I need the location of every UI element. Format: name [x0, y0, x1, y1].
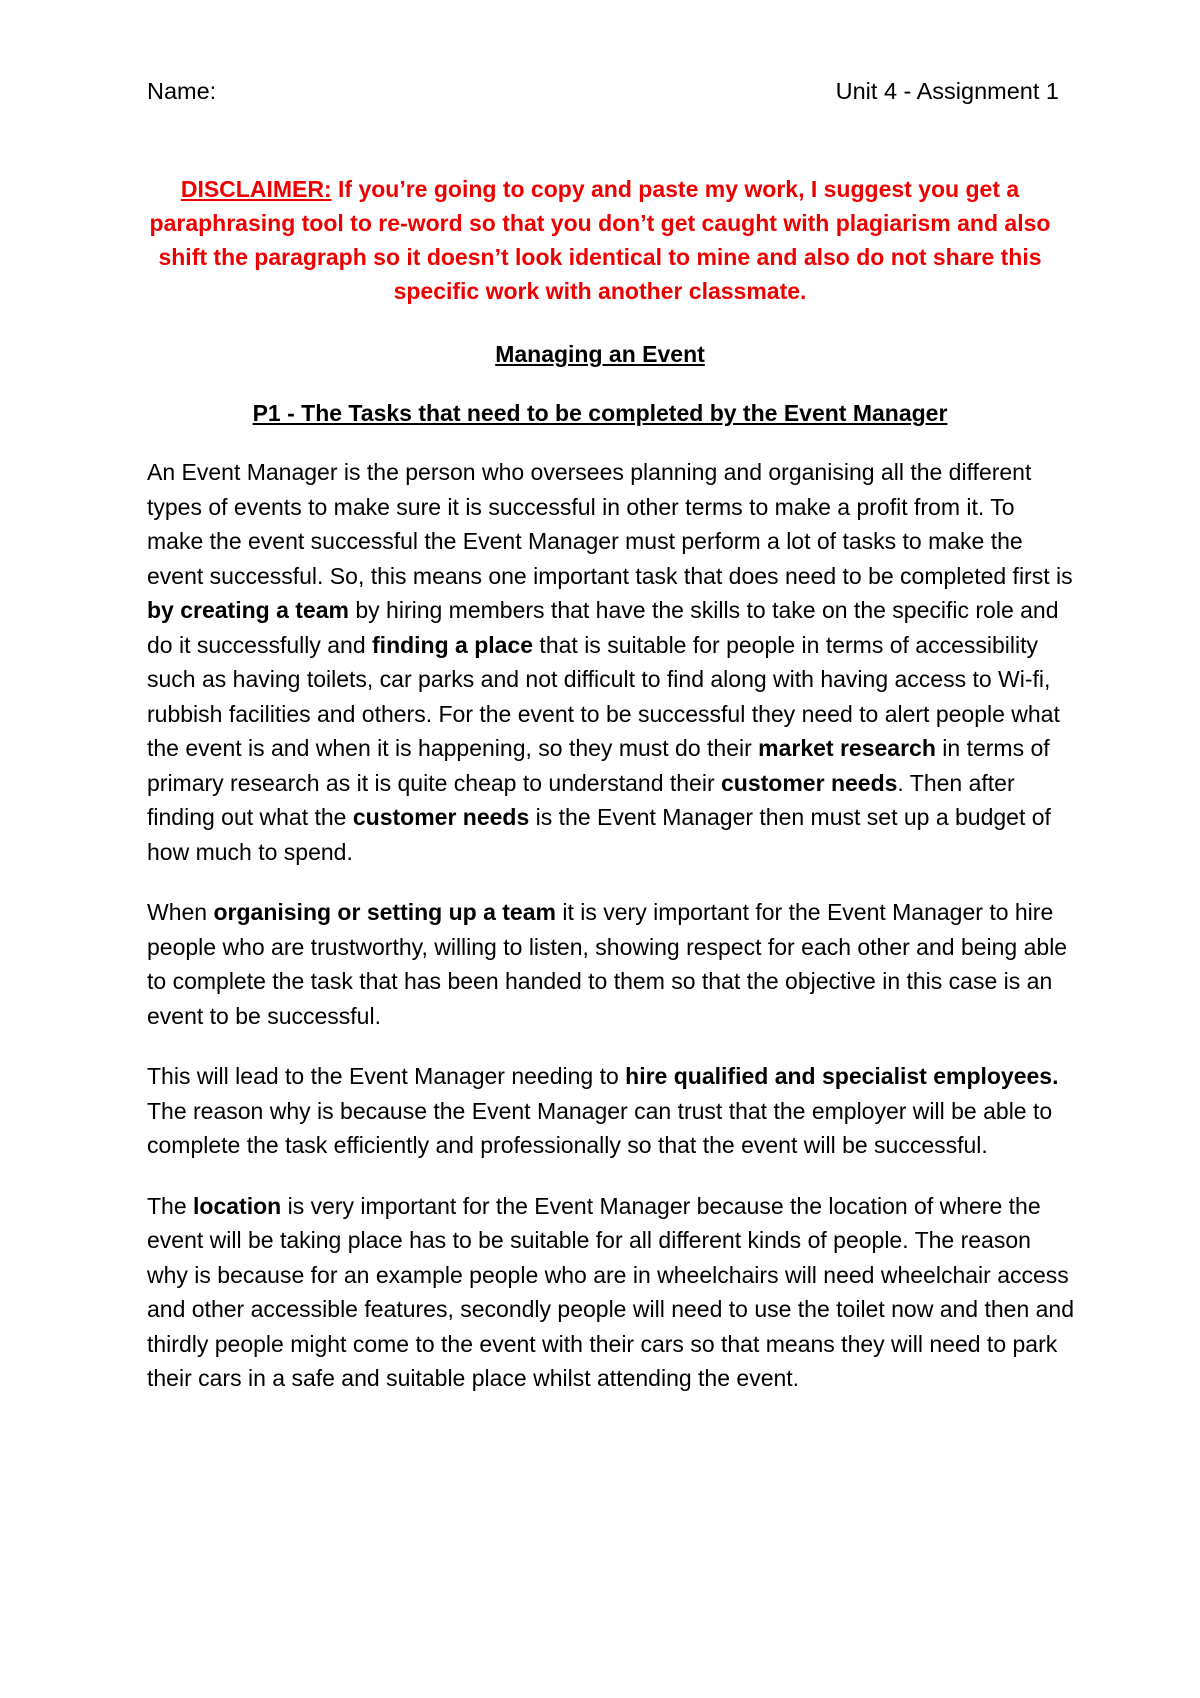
document-title: Managing an Event: [495, 341, 705, 367]
paragraph-text: When: [147, 899, 214, 925]
disclaimer-text: If you’re going to copy and paste my work, I suggest you get a paraphrasing tool to re-word so that you don’t get caught with plagiarism and also shift the paragraph so it doesn’t look identical to mine and also do not share this specific work with another classmate.: [149, 176, 1051, 304]
paragraph-text: This will lead to the Event Manager needing to: [147, 1063, 626, 1089]
page-header: [147, 74, 1059, 108]
bold-term: market research: [758, 735, 936, 761]
paragraph-text: The reason why is because the Event Manager can trust that the employer will be able to complete the task efficiently and professionally so that the event will be successful.: [147, 1097, 1053, 1158]
body-paragraph: [147, 1059, 1077, 1163]
section-heading: P1 - The Tasks that need to be completed by the Event Manager: [252, 400, 948, 426]
bold-term: customer needs: [721, 769, 898, 796]
paragraph-text: by hiring members that have the skills to take on the specific role and do it successfully and: [147, 597, 1059, 658]
bold-term: organising or setting up a team: [213, 899, 556, 925]
disclaimer-label: DISCLAIMER:: [180, 176, 332, 202]
paragraph-text: is the Event Manager then must set up a budget of how much to spend.: [147, 804, 1051, 865]
unit-label: Unit 4 - Assignment 1: [835, 78, 1059, 104]
name-label: Name:: [147, 78, 217, 104]
bold-term: finding a place: [372, 631, 534, 658]
paragraph-text: it is very important for the Event Manager to hire people who are trustworthy, willing to listen, showing respect for each other and being able to complete the task that has been handed to them so that the objective in this case is an event to be successful.: [147, 899, 1068, 1029]
bold-term: hire qualified and specialist employees.: [625, 1063, 1059, 1089]
paragraph-text: The: [147, 1192, 194, 1219]
body-text: [147, 455, 1077, 1422]
bold-term: customer needs: [352, 804, 530, 830]
paragraph-text: in terms of primary research as it is quite cheap to understand their: [147, 735, 1050, 796]
paragraph-text: . Then after finding out what the: [147, 769, 1015, 830]
paragraph-text: is very important for the Event Manager because the location of where the event will be taking place has to be suitable for all different kinds of people. The reason why is because for an example people who are in wheelchairs will need wheelchair access and other accessible features, secondly people will need to use the toilet now and then and thirdly people might come to the event with their cars so that means they will need to park their cars in a safe and suitable place whilst attending the event.: [147, 1192, 1075, 1391]
body-paragraph: [147, 895, 1077, 1033]
bold-term: by creating a team: [147, 597, 349, 623]
body-paragraph: [147, 1189, 1077, 1396]
paragraph-text: An Event Manager is the person who oversees planning and organising all the different types of events to make sure it is successful in other terms to make a profit from it. To make the event successful the Event Manager must perform a lot of tasks to make the event successful. So, this means one important task that does need to be completed first is: [147, 459, 1073, 589]
disclaimer: [140, 172, 1060, 308]
paragraph-text: that is suitable for people in terms of accessibility such as having toilets, car parks and not difficult to find along with having access to Wi-fi, rubbish facilities and others. For the event to be successful they need to alert people what the event is and when it is happening, so they must do their: [147, 631, 1060, 761]
body-paragraph: [147, 455, 1077, 869]
bold-term: location: [193, 1192, 282, 1219]
